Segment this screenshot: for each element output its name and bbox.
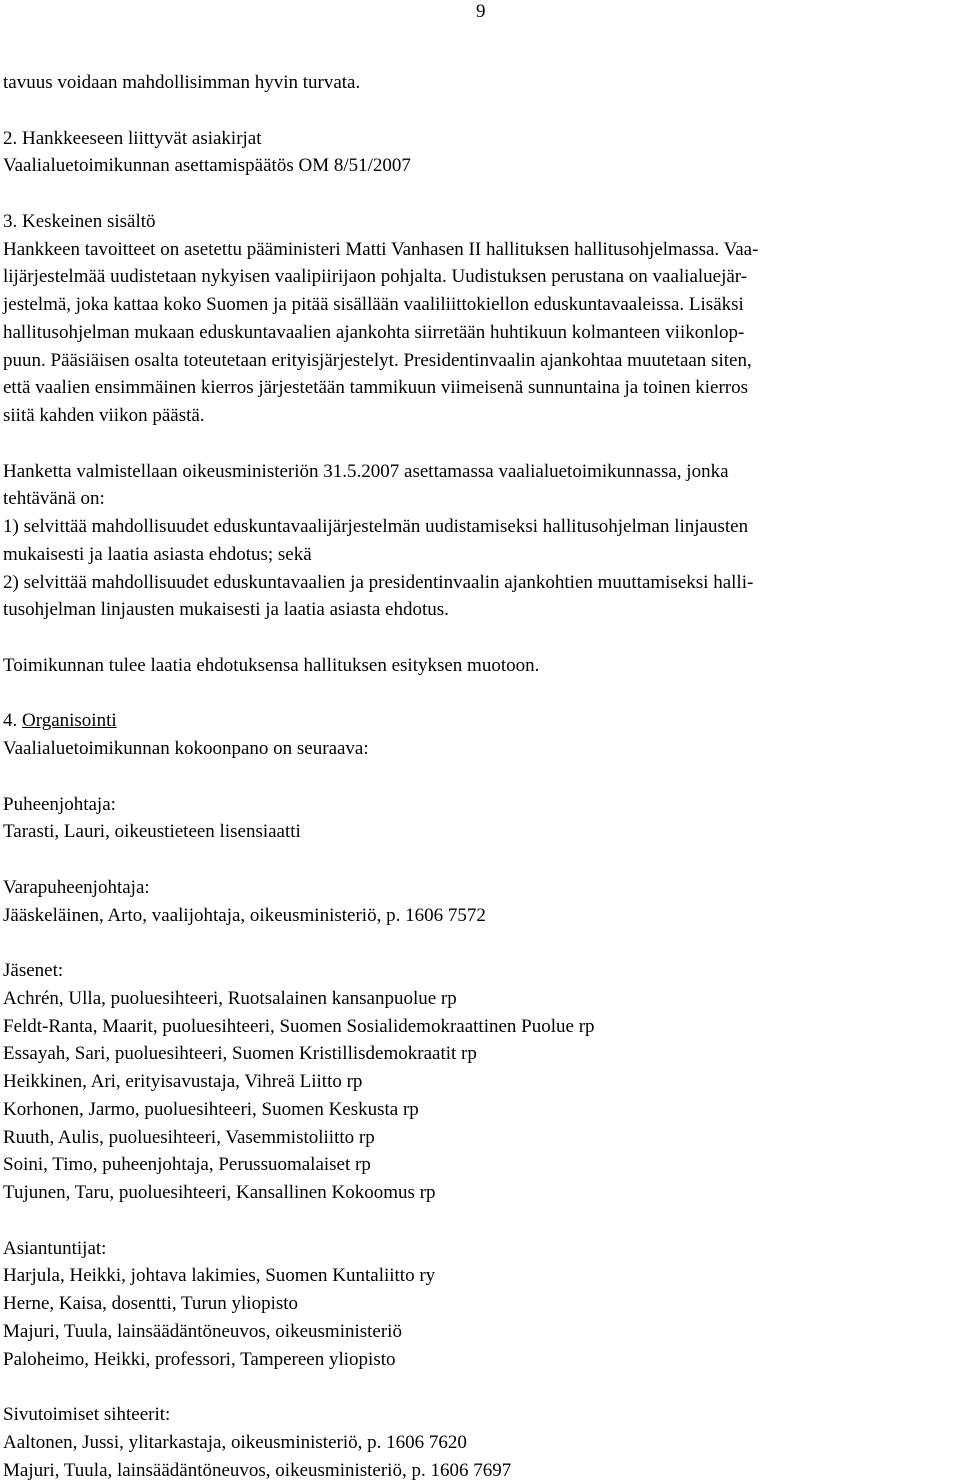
section-4-number: 4.: [3, 710, 22, 731]
member-item: Heikkinen, Ari, erityisavustaja, Vihreä Liitto rp: [3, 1068, 953, 1096]
paragraph-line: puun. Pääsiäisen osalta toteutetaan erityisjärjestelyt. Presidentinvaalin ajankohtaa muutetaan siten,: [3, 347, 953, 375]
member-item: Soini, Timo, puheenjohtaja, Perussuomalaiset rp: [3, 1151, 953, 1179]
spacer: [3, 929, 953, 957]
spacer: [3, 97, 953, 125]
spacer: [3, 180, 953, 208]
vice-chair-label: Varapuheenjohtaja:: [3, 874, 953, 902]
expert-item: Majuri, Tuula, lainsäädäntöneuvos, oikeusministeriö: [3, 1318, 953, 1346]
chair-name: Tarasti, Lauri, oikeustieteen lisensiaatti: [3, 818, 953, 846]
page-number: 9: [476, 0, 486, 24]
section-4-heading: [3, 707, 953, 735]
member-item: Feldt-Ranta, Maarit, puoluesihteeri, Suomen Sosialidemokraattinen Puolue rp: [3, 1013, 953, 1041]
experts-label: Asiantuntijat:: [3, 1235, 953, 1263]
expert-item: Paloheimo, Heikki, professori, Tampereen yliopisto: [3, 1346, 953, 1374]
secretaries-label: Sivutoimiset sihteerit:: [3, 1401, 953, 1429]
paragraph-line: tehtävänä on:: [3, 485, 953, 513]
vice-chair-name: Jääskeläinen, Arto, vaalijohtaja, oikeusministeriö, p. 1606 7572: [3, 902, 953, 930]
intro-line: tavuus voidaan mahdollisimman hyvin turvata.: [3, 69, 953, 97]
paragraph-line: tusohjelman linjausten mukaisesti ja laatia asiasta ehdotus.: [3, 596, 953, 624]
section-4-title: Organisointi: [22, 710, 117, 731]
paragraph-line: Hanketta valmistellaan oikeusministeriön 31.5.2007 asettamassa vaalialuetoimikunnassa, jonka: [3, 458, 953, 486]
member-item: Tujunen, Taru, puoluesihteeri, Kansallinen Kokoomus rp: [3, 1179, 953, 1207]
member-item: Achrén, Ulla, puoluesihteeri, Ruotsalainen kansanpuolue rp: [3, 985, 953, 1013]
spacer: [3, 846, 953, 874]
paragraph-line: 1) selvittää mahdollisuudet eduskuntavaalijärjestelmän uudistamiseksi hallitusohjelman linjausten: [3, 513, 953, 541]
secretary-item: Majuri, Tuula, lainsäädäntöneuvos, oikeusministeriö, p. 1606 7697: [3, 1457, 953, 1484]
expert-item: Harjula, Heikki, johtava lakimies, Suomen Kuntaliitto ry: [3, 1262, 953, 1290]
paragraph-line: lijärjestelmää uudistetaan nykyisen vaalipiirijaon pohjalta. Uudistuksen perustana on vaalialuejär-: [3, 263, 953, 291]
member-item: Ruuth, Aulis, puoluesihteeri, Vasemmistoliitto rp: [3, 1124, 953, 1152]
spacer: [3, 680, 953, 708]
members-label: Jäsenet:: [3, 957, 953, 985]
paragraph-line: jestelmä, joka kattaa koko Suomen ja pitää sisällään vaaliliittokiellon eduskuntavaaleissa. Lisäksi: [3, 291, 953, 319]
spacer: [3, 763, 953, 791]
spacer: [3, 1207, 953, 1235]
member-item: Essayah, Sari, puoluesihteeri, Suomen Kristillisdemokraatit rp: [3, 1040, 953, 1068]
paragraph-line: että vaalien ensimmäinen kierros järjestetään tammikuun viimeisenä sunnuntaina ja toinen kierros: [3, 374, 953, 402]
chair-label: Puheenjohtaja:: [3, 791, 953, 819]
member-item: Korhonen, Jarmo, puoluesihteeri, Suomen Keskusta rp: [3, 1096, 953, 1124]
paragraph-line: 2) selvittää mahdollisuudet eduskuntavaalien ja presidentinvaalin ajankohtien muuttamiseksi halli-: [3, 569, 953, 597]
spacer: [3, 624, 953, 652]
spacer: [3, 1373, 953, 1401]
secretary-item: Aaltonen, Jussi, ylitarkastaja, oikeusministeriö, p. 1606 7620: [3, 1429, 953, 1457]
spacer: [3, 430, 953, 458]
section-2-heading: 2. Hankkeeseen liittyvät asiakirjat: [3, 125, 953, 153]
section-3-heading: 3. Keskeinen sisältö: [3, 208, 953, 236]
paragraph-line: mukaisesti ja laatia asiasta ehdotus; sekä: [3, 541, 953, 569]
paragraph-line: hallitusohjelman mukaan eduskuntavaalien ajankohta siirretään huhtikuun kolmanteen viikonlop-: [3, 319, 953, 347]
section-2-line: Vaalialuetoimikunnan asettamispäätös OM 8/51/2007: [3, 152, 953, 180]
document-body: [3, 69, 953, 1484]
expert-item: Herne, Kaisa, dosentti, Turun yliopisto: [3, 1290, 953, 1318]
paragraph-line: siitä kahden viikon päästä.: [3, 402, 953, 430]
paragraph-line: Hankkeen tavoitteet on asetettu pääministeri Matti Vanhasen II hallituksen hallitusohjelmassa. Vaa-: [3, 236, 953, 264]
section-4-intro: Vaalialuetoimikunnan kokoonpano on seuraava:: [3, 735, 953, 763]
paragraph-line: Toimikunnan tulee laatia ehdotuksensa hallituksen esityksen muotoon.: [3, 652, 953, 680]
